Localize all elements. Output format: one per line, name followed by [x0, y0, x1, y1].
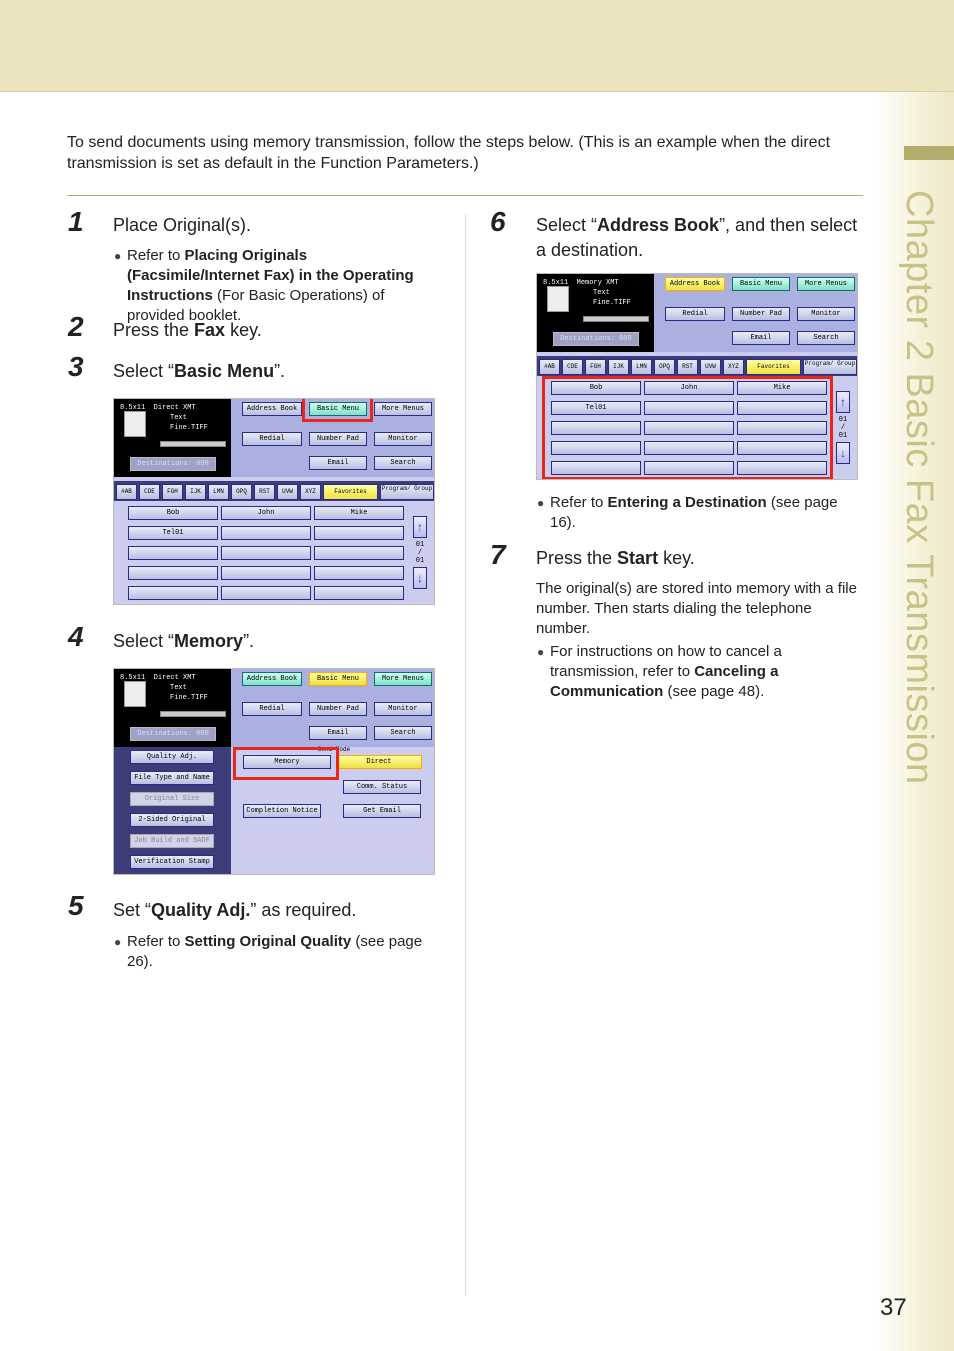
search-button[interactable]: Search	[797, 331, 855, 345]
intro-paragraph: To send documents using memory transmission, follow the steps below. (This is an example when the direct transmission is set as default in the Function Parameters.)	[67, 134, 831, 172]
tab-opq[interactable]: OPQ	[654, 359, 675, 375]
original-size-button[interactable]: Original Size	[130, 792, 214, 806]
tab-ab[interactable]: #AB	[116, 484, 137, 500]
page-indicator: 01 / 01	[415, 541, 425, 565]
tab-rst[interactable]: RST	[677, 359, 698, 375]
redial-button[interactable]: Redial	[242, 702, 302, 716]
basic-menu-button[interactable]: Basic Menu	[309, 402, 367, 416]
dest-empty[interactable]	[221, 546, 311, 560]
document-icon	[124, 411, 146, 437]
job-build-button[interactable]: Job Build and SADF	[130, 834, 214, 848]
basic-menu-button[interactable]: Basic Menu	[732, 277, 790, 291]
redial-button[interactable]: Redial	[242, 432, 302, 446]
tab-program-group[interactable]: Program/ Group	[380, 484, 434, 500]
screen-step6: 8.5x11 Memory XMT Text Fine.TIFF Destinations: 000 Address Book Basic Menu More Menus Redial Number Pad Monitor Email Search #AB CDE FGH IJK LMN OPQ RST UVW XYZ Favorites Program/ Group Bob John Mike Tel01 ↑ 01 / 01 ↓	[536, 273, 858, 480]
tab-ijk[interactable]: IJK	[608, 359, 629, 375]
dest-empty[interactable]	[314, 546, 404, 560]
dest-mike[interactable]: Mike	[737, 381, 827, 395]
destinations-counter: Destinations: 000	[130, 457, 216, 471]
monitor-button[interactable]: Monitor	[374, 702, 432, 716]
step-number-6: 6	[490, 206, 506, 237]
tab-lmn[interactable]: LMN	[208, 484, 229, 500]
highlight-memory	[233, 747, 339, 780]
chapter-title: Chapter 2 Basic Fax Transmission	[898, 190, 940, 785]
monitor-button[interactable]: Monitor	[797, 307, 855, 321]
dest-john[interactable]: John	[221, 506, 311, 520]
tab-fgh[interactable]: FGH	[162, 484, 183, 500]
highlight-basic-menu	[302, 398, 373, 422]
step-number-4: 4	[68, 621, 84, 652]
step-number-2: 2	[68, 311, 84, 342]
two-sided-button[interactable]: 2-Sided Original	[130, 813, 214, 827]
file-type-button[interactable]: File Type and Name	[130, 771, 214, 785]
tab-cde[interactable]: CDE	[562, 359, 583, 375]
address-book-button[interactable]: Address Book	[242, 402, 302, 416]
document-icon	[547, 286, 569, 312]
divider	[67, 195, 863, 196]
step-note-6: ● Refer to Entering a Destination (see page 16).	[537, 494, 838, 531]
email-button[interactable]: Email	[732, 331, 790, 345]
tab-program-group[interactable]: Program/ Group	[803, 359, 857, 375]
chapter-tab-marker	[904, 146, 954, 160]
step-title-5: Set “Quality Adj.” as required.	[113, 900, 357, 920]
redial-button[interactable]: Redial	[665, 307, 725, 321]
step-note-7: ● For instructions on how to cancel a transmission, refer to Canceling a Communication (see page 48).	[537, 643, 782, 700]
step-number-3: 3	[68, 351, 84, 382]
tab-fgh[interactable]: FGH	[585, 359, 606, 375]
contrast-bar	[583, 316, 649, 322]
header-band	[0, 0, 954, 92]
tab-opq[interactable]: OPQ	[231, 484, 252, 500]
search-button[interactable]: Search	[374, 456, 432, 470]
memory-button[interactable]: Memory	[243, 755, 331, 769]
quality-adj-button[interactable]: Quality Adj.	[130, 750, 214, 764]
dest-empty[interactable]	[314, 566, 404, 580]
direct-button[interactable]: Direct	[336, 755, 422, 769]
address-book-button[interactable]: Address Book	[242, 672, 302, 686]
page-indicator: 01 / 01	[838, 416, 848, 440]
step-number-1: 1	[68, 206, 84, 237]
email-button[interactable]: Email	[309, 726, 367, 740]
search-button[interactable]: Search	[374, 726, 432, 740]
comm-status-button[interactable]: Comm. Status	[343, 780, 421, 794]
step-number-7: 7	[490, 539, 506, 570]
step-title-7: Press the Start key.	[536, 548, 695, 568]
dest-empty[interactable]	[221, 566, 311, 580]
tab-xyz[interactable]: XYZ	[300, 484, 321, 500]
tab-lmn[interactable]: LMN	[631, 359, 652, 375]
dest-empty[interactable]	[221, 586, 311, 600]
screen-step3: 8.5x11 Direct XMT Text Fine.TIFF Destinations: 000 Address Book Basic Menu More Menus Redial Number Pad Monitor Email Search #AB CDE FGH IJK LMN OPQ RST UVW XYZ Favorites Program/ Group Bob John Mike Tel01 ↑ 01 / 01 ↓	[113, 398, 435, 605]
basic-menu-button[interactable]: Basic Menu	[309, 672, 367, 686]
tab-ijk[interactable]: IJK	[185, 484, 206, 500]
tab-uvw[interactable]: UVW	[277, 484, 298, 500]
highlight-destinations	[542, 376, 833, 480]
email-button[interactable]: Email	[309, 456, 367, 470]
contrast-bar	[160, 711, 226, 717]
dest-mike[interactable]: Mike	[314, 506, 404, 520]
step-title-6: Select “Address Book”, and then select a destination.	[536, 215, 858, 260]
dest-tel01[interactable]: Tel01	[551, 401, 641, 415]
address-book-button[interactable]: Address Book	[665, 277, 725, 291]
send-mode-label: Send Mode	[317, 746, 351, 753]
tab-xyz[interactable]: XYZ	[723, 359, 744, 375]
scroll-down-icon[interactable]: ↓	[836, 442, 850, 464]
dest-empty[interactable]	[221, 526, 311, 540]
more-menus-button[interactable]: More Menus	[797, 277, 855, 291]
dest-empty[interactable]	[128, 566, 218, 580]
destinations-counter: Destinations: 000	[130, 727, 216, 741]
step-title-4: Select “Memory”.	[113, 631, 255, 651]
dest-john[interactable]: John	[644, 381, 734, 395]
step-title-2: Press the Fax key.	[113, 320, 262, 340]
page-number: 37	[880, 1294, 907, 1321]
scroll-up-icon[interactable]: ↑	[413, 516, 427, 538]
document-icon	[124, 681, 146, 707]
monitor-button[interactable]: Monitor	[374, 432, 432, 446]
completion-notice-button[interactable]: Completion Notice	[243, 804, 321, 818]
tab-cde[interactable]: CDE	[139, 484, 160, 500]
dest-empty[interactable]	[314, 586, 404, 600]
tab-favorites[interactable]: Favorites	[746, 359, 801, 375]
more-menus-button[interactable]: More Menus	[374, 672, 432, 686]
tab-rst[interactable]: RST	[254, 484, 275, 500]
dest-empty[interactable]	[128, 586, 218, 600]
dest-empty[interactable]	[128, 546, 218, 560]
dest-empty[interactable]	[314, 526, 404, 540]
dest-bob[interactable]: Bob	[128, 506, 218, 520]
tab-ab[interactable]: #AB	[539, 359, 560, 375]
destinations-counter: Destinations: 000	[553, 332, 639, 346]
number-pad-button[interactable]: Number Pad	[309, 432, 367, 446]
scroll-up-icon[interactable]: ↑	[836, 391, 850, 413]
step-title-3: Select “Basic Menu”.	[113, 361, 286, 381]
contrast-bar	[160, 441, 226, 447]
column-divider	[465, 214, 466, 1296]
step-note-1: ● Refer to Placing Originals (Facsimile/Internet Fax) in the Operating Instructions (For Basic Operations) of provided booklet.	[114, 247, 414, 324]
step-title-1: Place Original(s).	[113, 215, 252, 235]
tab-uvw[interactable]: UVW	[700, 359, 721, 375]
dest-bob[interactable]: Bob	[551, 381, 641, 395]
verification-stamp-button[interactable]: Verification Stamp	[130, 855, 214, 869]
number-pad-button[interactable]: Number Pad	[732, 307, 790, 321]
dest-tel01[interactable]: Tel01	[128, 526, 218, 540]
step-number-5: 5	[68, 890, 84, 921]
screen-step4: 8.5x11 Direct XMT Text Fine.TIFF Destinations: 000 Address Book Basic Menu More Menus Redial Number Pad Monitor Email Search Quality Adj. File Type and Name Original Size 2-Sided Original Job Build and SADF Verification Stamp Send Mode Memory Direct Comm. Status Completion Notice Get Email	[113, 668, 435, 875]
tab-favorites[interactable]: Favorites	[323, 484, 378, 500]
step-body-7: The original(s) are stored into memory with a file number. Then starts dialing the telephone number.	[536, 580, 857, 637]
get-email-button[interactable]: Get Email	[343, 804, 421, 818]
more-menus-button[interactable]: More Menus	[374, 402, 432, 416]
scroll-down-icon[interactable]: ↓	[413, 567, 427, 589]
number-pad-button[interactable]: Number Pad	[309, 702, 367, 716]
step-note-5: ● Refer to Setting Original Quality (see page 26).	[114, 933, 423, 970]
